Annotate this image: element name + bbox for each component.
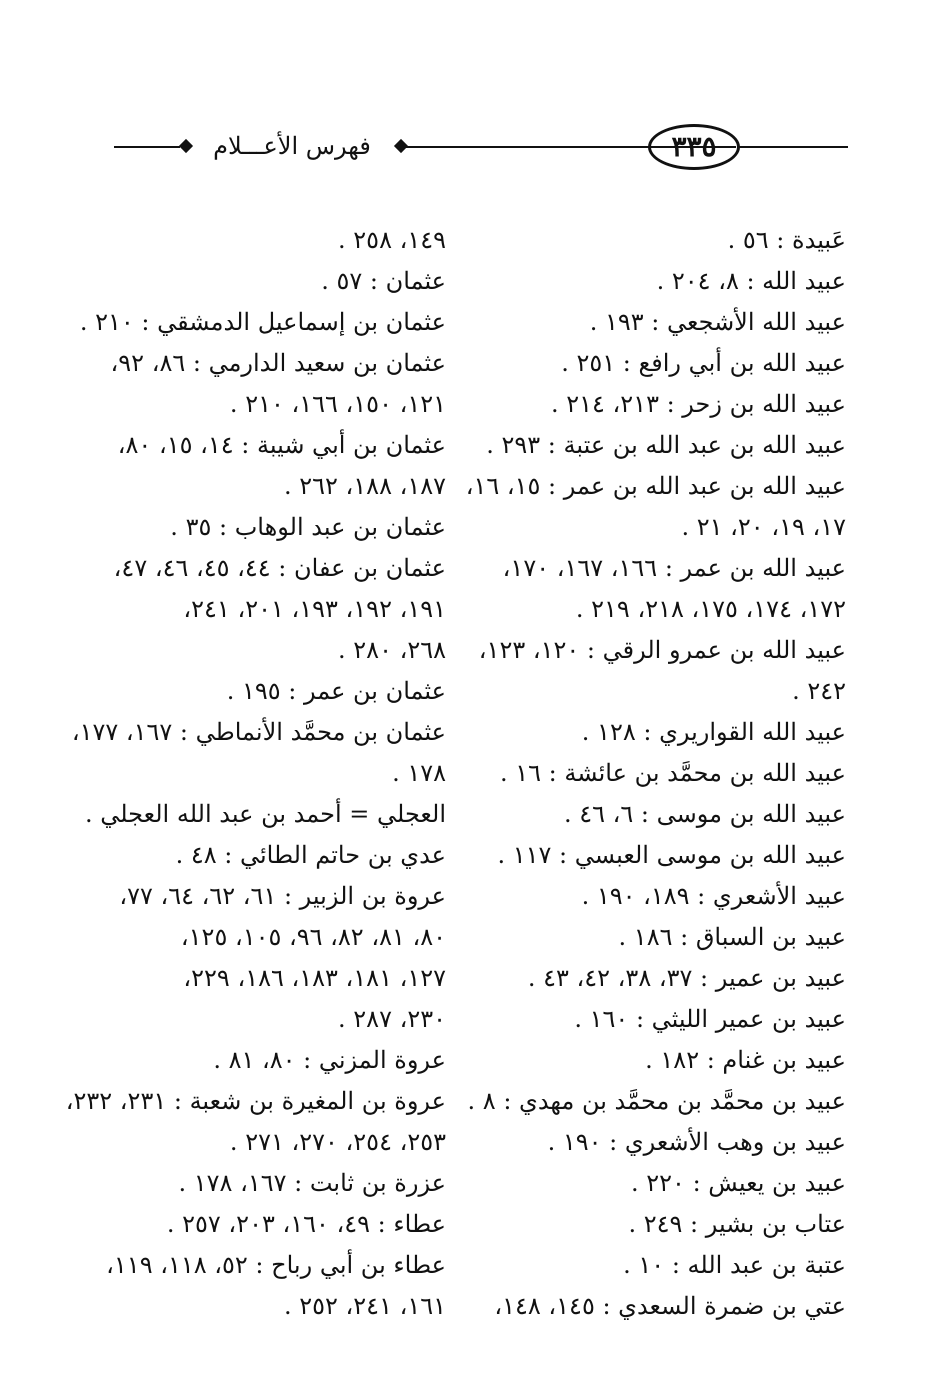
index-entry-line: عدي بن حاتم الطائي : ٤٨ . <box>175 841 446 869</box>
index-entry-line: عبيد الله بن عبد الله بن عتبة : ٢٩٣ . <box>486 431 846 459</box>
index-entry-line: عثمان بن أبي شيبة : ١٤، ١٥، ٨٠، <box>117 431 446 459</box>
page-header <box>96 118 848 174</box>
index-entry-line: عثمان : ٥٧ . <box>321 267 446 295</box>
index-entry-line: عبيد بن وهب الأشعري : ١٩٠ . <box>547 1128 846 1156</box>
index-entry-line: عثمان بن إسماعيل الدمشقي : ٢١٠ . <box>79 308 446 336</box>
index-entry-line: ٨٠، ٨١، ٨٢، ٩٦، ١٠٥، ١٢٥، <box>180 923 446 951</box>
index-entry-line: ١٤٩، ٢٥٨ . <box>338 226 446 254</box>
rule-ornament <box>179 139 193 153</box>
index-entry-line: عثمان بن عمر : ١٩٥ . <box>226 677 446 705</box>
index-entry-line: عروة بن الزبير : ٦١، ٦٢، ٦٤، ٧٧، <box>119 882 446 910</box>
index-entry-line: عبيد بن عمير : ٣٧، ٣٨، ٤٢، ٤٣ . <box>527 964 846 992</box>
index-entry-line: ٢٦٨، ٢٨٠ . <box>338 636 446 664</box>
index-entry-line: عروة بن المغيرة بن شعبة : ٢٣١، ٢٣٢، <box>65 1087 446 1115</box>
index-entry-line: عبيد الله : ٨، ٢٠٤ . <box>656 267 846 295</box>
index-entry-line: عبيد الله بن محمَّد بن عائشة : ١٦ . <box>499 759 846 787</box>
index-entry-line: عبيد الله بن زحر : ٢١٣، ٢١٤ . <box>550 390 846 418</box>
index-entry-line: عطاء : ٤٩، ١٦٠، ٢٠٣، ٢٥٧ . <box>166 1210 446 1238</box>
index-entry-line: عبيد الله بن عبد الله بن عمر : ١٥، ١٦، <box>465 472 846 500</box>
index-entry-line: ١٧٨ . <box>392 759 446 787</box>
index-entry-line: عبيد بن السباق : ١٨٦ . <box>618 923 846 951</box>
rule-ornament <box>394 139 408 153</box>
index-entry-line: عبيد الله بن موسى : ٦، ٤٦ . <box>563 800 846 828</box>
index-entry-line: عبيد الله بن عمر : ١٦٦، ١٦٧، ١٧٠، <box>502 554 846 582</box>
index-entry-line: ١٢١، ١٥٠، ١٦٦، ٢١٠ . <box>229 390 446 418</box>
index-column-left <box>65 220 446 1327</box>
index-entry-line: العجلي = أحمد بن عبد الله العجلي . <box>84 800 446 828</box>
index-entry-line: عثمان بن سعيد الدارمي : ٨٦، ٩٢، <box>110 349 446 377</box>
index-entry-line: عثمان بن محمَّد الأنماطي : ١٦٧، ١٧٧، <box>71 718 446 746</box>
index-entry-line: عتبة بن عبد الله : ١٠ . <box>623 1251 846 1279</box>
index-entry-line: عبيد الله القواريري : ١٢٨ . <box>581 718 846 746</box>
index-entry-line: عتي بن ضمرة السعدي : ١٤٥، ١٤٨، <box>494 1292 846 1320</box>
index-entry-line: ١٢٧، ١٨١، ١٨٣، ١٨٦، ٢٢٩، <box>183 964 446 992</box>
index-entry-line: عبيد الله بن عمرو الرقي : ١٢٠، ١٢٣، <box>478 636 846 664</box>
index-entry-line: عبيد بن عمير الليثي : ١٦٠ . <box>574 1005 846 1033</box>
index-entry-line: ١٨٧، ١٨٨، ٢٦٢ . <box>283 472 446 500</box>
index-entry-line: عبيد الأشعري : ١٨٩، ١٩٠ . <box>581 882 846 910</box>
index-column-right <box>465 220 846 1327</box>
index-entry-line: عبيد بن محمَّد بن محمَّد بن مهدي : ٨ . <box>467 1087 846 1115</box>
index-entry-line: عثمان بن عبد الوهاب : ٣٥ . <box>170 513 446 541</box>
index-entry-line: ١٩١، ١٩٢، ١٩٣، ٢٠١، ٢٤١، <box>183 595 446 623</box>
index-entry-line: عبيد بن يعيش : ٢٢٠ . <box>631 1169 846 1197</box>
index-entry-line: عَبيدة : ٥٦ . <box>727 226 846 254</box>
index-entry-line: ١٧٢، ١٧٤، ١٧٥، ٢١٨، ٢١٩ . <box>575 595 846 623</box>
index-entry-line: عبيد الله الأشجعي : ١٩٣ . <box>589 308 846 336</box>
index-entry-line: ١٦١، ٢٤١، ٢٥٢ . <box>283 1292 446 1320</box>
index-entry-line: عبيد الله بن أبي رافع : ٢٥١ . <box>561 349 846 377</box>
index-entry-line: عثمان بن عفان : ٤٤، ٤٥، ٤٦، ٤٧، <box>113 554 446 582</box>
index-entry-line: ١٧، ١٩، ٢٠، ٢١ . <box>681 513 846 541</box>
index-entry-line: ٢٥٣، ٢٥٤، ٢٧٠، ٢٧١ . <box>229 1128 446 1156</box>
index-entry-line: عبيد الله بن موسى العبسي : ١١٧ . <box>497 841 846 869</box>
running-title: فهرس الأعـــلام <box>213 132 371 160</box>
page-number: ٣٣٥ <box>648 124 740 170</box>
index-entry-line: عبيد بن غنام : ١٨٢ . <box>645 1046 846 1074</box>
header-rule <box>114 146 180 148</box>
index-entry-line: عروة المزني : ٨٠، ٨١ . <box>213 1046 446 1074</box>
index-entry-line: ٢٣٠، ٢٨٧ . <box>338 1005 446 1033</box>
index-entry-line: عتاب بن بشير : ٢٤٩ . <box>628 1210 846 1238</box>
index-entry-line: ٢٤٢ . <box>792 677 846 705</box>
index-entry-line: عطاء بن أبي رباح : ٥٢، ١١٨، ١١٩، <box>106 1251 446 1279</box>
index-entry-line: عزرة بن ثابت : ١٦٧، ١٧٨ . <box>178 1169 446 1197</box>
header-rule <box>738 146 848 148</box>
